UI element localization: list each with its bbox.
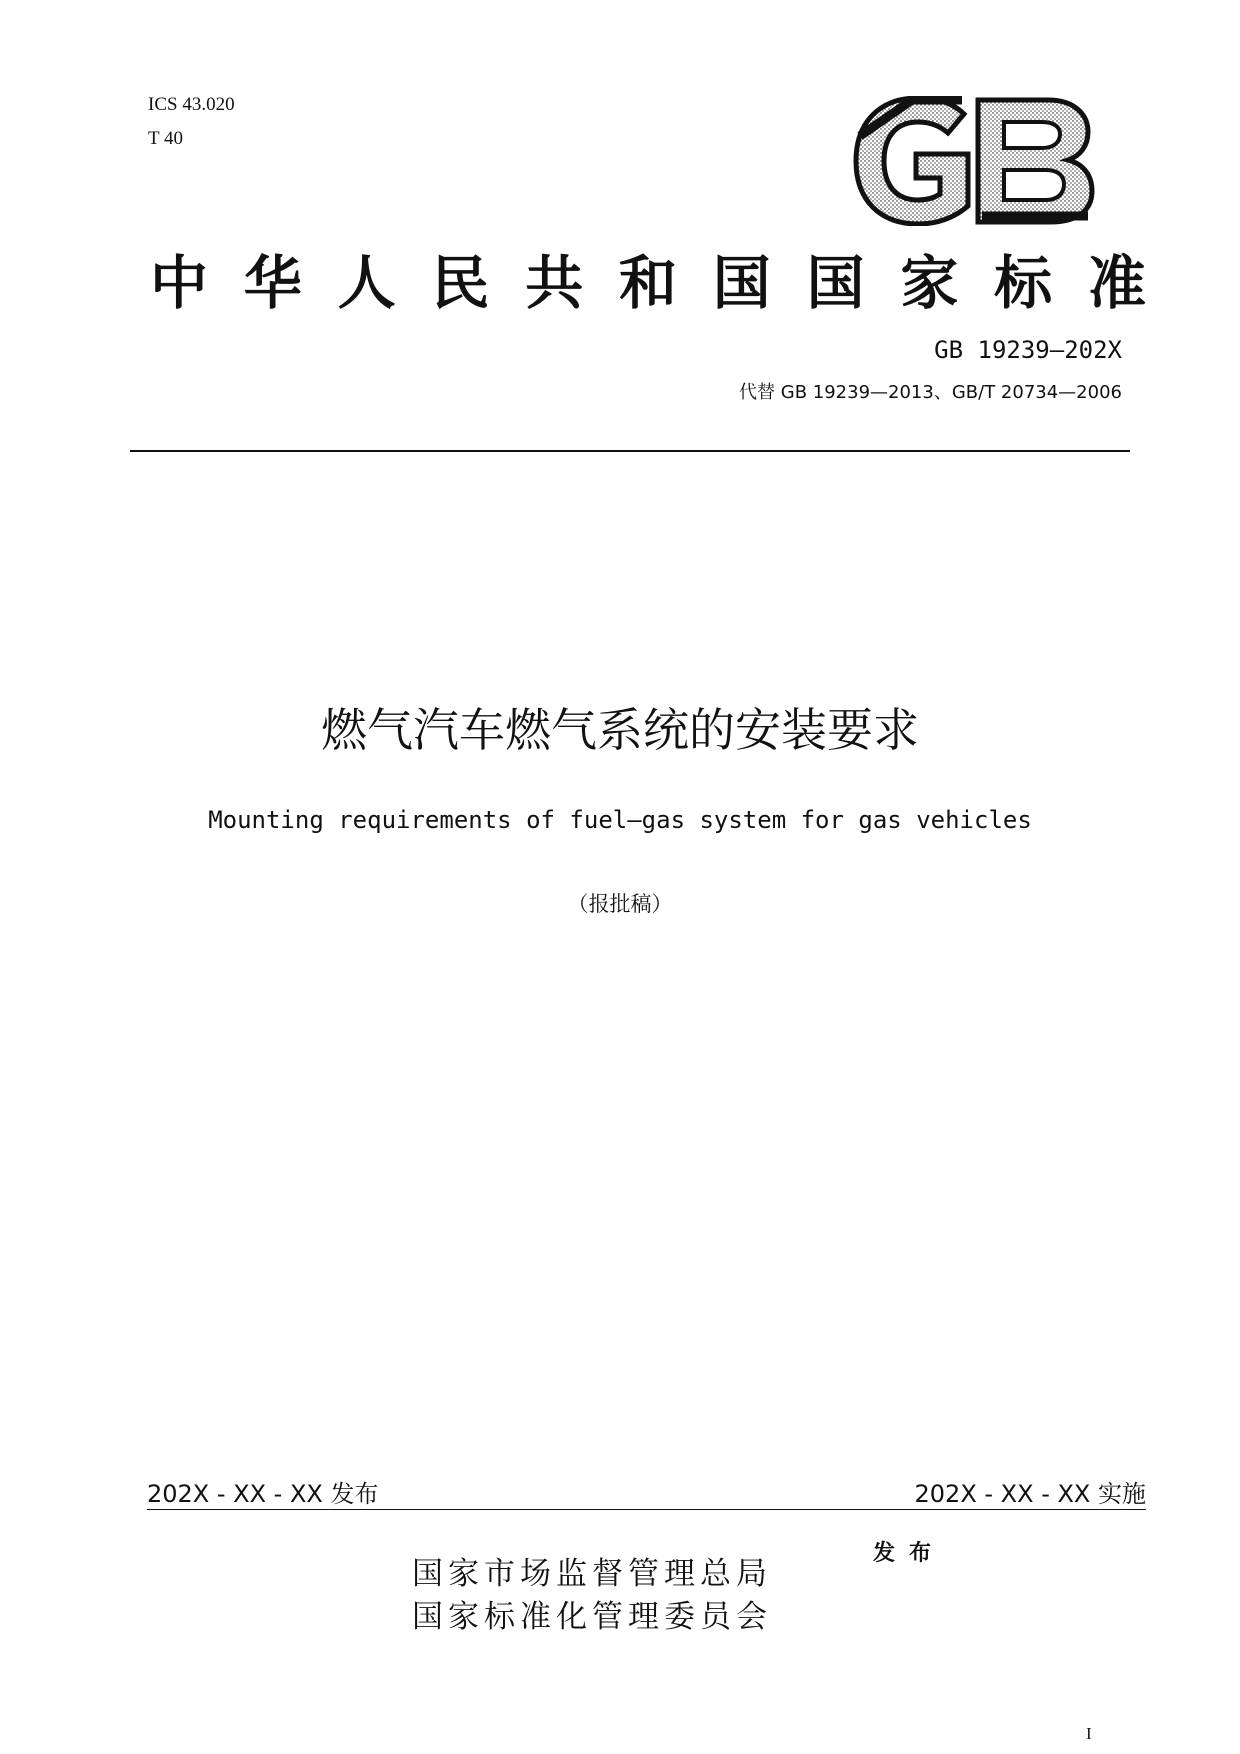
draft-status: （报批稿） xyxy=(567,892,673,916)
bottom-divider xyxy=(147,1509,1146,1510)
implementation-date: 202X - XX - XX 实施 xyxy=(914,1480,1146,1508)
heading-char: 标 xyxy=(994,249,1053,317)
heading-char: 家 xyxy=(900,249,959,317)
heading-char: 民 xyxy=(431,249,490,317)
top-divider xyxy=(130,450,1130,452)
heading-char: 华 xyxy=(243,249,302,317)
heading-char: 准 xyxy=(1087,249,1146,317)
document-title-en: Mounting requirements of fuel—gas system for gas vehicles xyxy=(208,806,1032,834)
publish-label: 发布 xyxy=(873,1541,946,1566)
document-title-zh: 燃气汽车燃气系统的安装要求 xyxy=(321,703,919,757)
heading-char: 人 xyxy=(337,249,396,317)
heading-char: 和 xyxy=(618,249,677,317)
heading-char: 中 xyxy=(150,249,209,317)
replaces-standards: 代替 GB 19239—2013、GB/T 20734—2006 xyxy=(739,382,1122,403)
issuer-sac: 国家标准化管理委员会 xyxy=(412,1599,772,1635)
classification-code: T 40 xyxy=(148,128,184,149)
page-number: I xyxy=(1086,1724,1092,1743)
heading-char: 共 xyxy=(525,249,584,317)
gb-logo xyxy=(852,96,1096,226)
issuer-samr: 国家市场监督管理总局 xyxy=(412,1556,772,1592)
ics-code: ICS 43.020 xyxy=(148,94,235,115)
standard-number: GB 19239—202X xyxy=(934,336,1122,364)
publish-date: 202X - XX - XX 发布 xyxy=(147,1480,379,1508)
national-standard-heading xyxy=(150,236,1146,320)
heading-char: 国 xyxy=(806,249,865,317)
heading-char: 国 xyxy=(712,249,771,317)
